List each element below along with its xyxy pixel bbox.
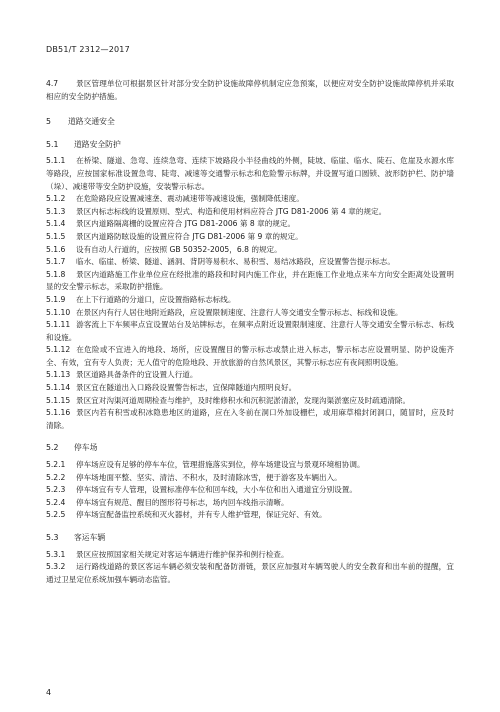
- clause-number: 5.1.1: [46, 156, 66, 166]
- subsection-number: 5.2: [46, 443, 59, 453]
- clause-item: [46, 244, 454, 257]
- clause-text: 运行路线道路的景区客运车辆必须安装和配备防滑链，景区应加强对车辆驾驶人的安全教育和出车前的提醒，宜通过卫星定位系统加强车辆动态监管。: [46, 562, 454, 584]
- clause-text: 景区应按照国家相关规定对客运车辆进行维护保养和例行检查。: [76, 549, 289, 559]
- clause-item: [46, 509, 454, 522]
- clause-text: 景区宜在隧道出入口路段设置警告标志，宜保障隧道内照明良好。: [76, 383, 297, 393]
- clause-number: 5.1.5: [46, 231, 66, 241]
- clause-number: 5.1.3: [46, 206, 66, 216]
- clause-item: [46, 256, 454, 269]
- clause-text: 在景区内有行人居住地附近路段，应设置限制速度、注意行人等交通安全警示标志、标线和设施。: [76, 307, 403, 317]
- clause-item: [46, 206, 454, 219]
- clause-item: [46, 218, 454, 231]
- clause-text: 在危险路段应设置减速垄、震动减速带等减速设施，强制降低速度。: [76, 194, 304, 204]
- clause-text: 景区内标志标线的设置原则、型式、构造和使用材料应符合 JTG D81-2006 第 4 章的规定。: [76, 206, 387, 216]
- clause-item: [46, 231, 454, 244]
- clause-item: [46, 307, 454, 320]
- clause-text: 景区内若有积雪或积冰隐患地区的道路，应在入冬前在洞口外加设栅栏，或用麻草棉封闭洞口，随冒时，应及时清除。: [46, 408, 454, 430]
- clause-list-5-1: [46, 155, 454, 432]
- clause-text: 停车场宜配备监控系统和灭火器材，并有专人维护管理，保证完好、有效。: [76, 510, 327, 520]
- clause-number: 5.2.4: [46, 497, 66, 507]
- clause-text: 停车场地面平整、坚实、清洁、不积水，及时清除冰雪，便于游客及车辆出入。: [76, 472, 342, 482]
- clause-list-5-2: [46, 459, 454, 522]
- document-body: [46, 78, 454, 586]
- clause-item: [46, 344, 454, 369]
- clause-text: 景区管理单位可根据景区针对部分安全防护设施故障停机制定应急预案，以便应对安全防护设施故障停机并采取相应的安全防护措施。: [46, 79, 454, 101]
- clause-number: 5.1.2: [46, 194, 66, 204]
- clause-number: 4.7: [46, 79, 59, 88]
- subsection-heading-5-2: [46, 442, 454, 455]
- clause-item: [46, 395, 454, 408]
- clause-text: 景区宜对沟渠河道周期检查与维护，及时维修积水和沉积泥淤清淤，发现沟渠淤塞应及时疏通清除。: [76, 395, 411, 405]
- clause-text: 景区道路具备条件的宜设置人行道。: [76, 370, 198, 380]
- clause-item: [46, 459, 454, 472]
- clause-text: 景区内道路隔离栅的设置应符合 JTG D81-2006 第 8 章的规定。: [76, 219, 296, 229]
- clause-number: 5.3.2: [46, 562, 66, 572]
- clause-number: 5.3.1: [46, 549, 66, 559]
- section-title: 道路交通安全: [68, 117, 115, 127]
- clause-item: [46, 382, 454, 395]
- subsection-number: 5.3: [46, 533, 59, 542]
- subsection-title: 道路安全防护: [74, 139, 121, 149]
- clause-number: 5.2.5: [46, 510, 66, 520]
- clause-number: 5.1.7: [46, 257, 66, 267]
- page-number: 4: [46, 688, 52, 697]
- clause-item: [46, 497, 454, 510]
- clause-item: [46, 319, 454, 344]
- subsection-heading-5-3: [46, 532, 454, 545]
- clause-item: [46, 407, 454, 432]
- clause-number: 5.1.16: [46, 408, 71, 418]
- clause-text: 在上下行道路的分道口，应设置指路标志标线。: [76, 294, 236, 304]
- clause-item: [46, 294, 454, 307]
- clause-number: 5.1.9: [46, 294, 66, 304]
- clause-number: 5.1.15: [46, 395, 71, 405]
- clause-item: [46, 484, 454, 497]
- clause-number: 5.1.10: [46, 307, 71, 317]
- clause-text: 停车场宜有专人管理，设置标准停车位和回车线，大小车位和出入通道宜分别设置。: [76, 485, 357, 495]
- section-number: 5: [46, 117, 51, 127]
- clause-item: [46, 193, 454, 206]
- clause-text: 在危险或不宜进入的地段、场所，应设置醒目的警示标志或禁止进入标志，警示标志应设置明显、防护设施齐全、有效，宜有专人负责；无人值守的危险地段、开放旅游的自然风景区，其警示标志应有夜间照明设施。: [46, 345, 454, 367]
- clause-item: [46, 369, 454, 382]
- clause-number: 5.2.3: [46, 485, 66, 495]
- clause-list-5-3: [46, 549, 454, 587]
- clause-text: 设有自动人行道的，应按照 GB 50352-2005，6.8 的规定。: [76, 244, 282, 254]
- clause-item: [46, 269, 454, 294]
- clause-number: 5.1.12: [46, 345, 71, 355]
- subsection-title: 客运车辆: [74, 533, 106, 542]
- clause-text: 景区内道路施工作业单位应在经批准的路段和时间内施工作业，并在距施工作业地点来车方向安全距离处设置明显的安全警示标志，采取防护措施。: [46, 269, 454, 292]
- clause-text: 景区内道路防眩设施的设置应符合 JTG D81-2006 第 9 章的规定。: [76, 231, 303, 241]
- clause-text: 停车场宜有规范、醒目的图形符号标志，场内回车线指示清晰。: [76, 497, 289, 507]
- clause-number: 5.1.11: [46, 320, 71, 330]
- clause-number: 5.2.2: [46, 472, 66, 482]
- doc-code: DB51/T 2312—2017: [46, 45, 130, 54]
- clause-number: 5.1.8: [46, 269, 66, 279]
- clause-item: [46, 472, 454, 485]
- clause-item: [46, 549, 454, 562]
- clause-text: 停车场应设有足够的停车车位，管理措施落实到位，停车场建设宜与景观环境相协调。: [76, 460, 365, 470]
- section-heading-5: [46, 116, 454, 129]
- clause-number: 5.2.1: [46, 460, 66, 470]
- clause-number: 5.1.14: [46, 383, 71, 393]
- clause-4-7: [46, 78, 454, 103]
- clause-number: 5.1.13: [46, 370, 71, 380]
- clause-text: 临水、临崖、桥梁、隧道、涵洞、背阴等易积水、易积雪、易结冰路段，应设置警告提示标志。: [76, 257, 395, 267]
- subsection-title: 停车场: [74, 443, 98, 453]
- clause-number: 5.1.6: [46, 244, 66, 254]
- subsection-number: 5.1: [46, 139, 59, 149]
- subsection-heading-5-1: [46, 139, 454, 152]
- clause-item: [46, 561, 454, 586]
- clause-number: 5.1.4: [46, 219, 66, 229]
- clause-text: 游客流上下车频率点宜设置站台及站牌标志，在频率点附近设置限制速度、注意行人等交通安全警示标志、标线和设施。: [46, 320, 454, 342]
- clause-text: 在桥梁、隧道、急弯、连续急弯、连续下坡路段小半径曲线的外侧，陡坡、临崖、临水、陡石、危崖及水源水库等路段，应按国家标准设置急弯、陡弯、减速等交通警示标志和危险警示标牌，并设置写道口圆锁、波形防护栏、防护墙（垛）、减速带等安全防护设施，安装警示标志。: [46, 156, 454, 191]
- clause-item: [46, 155, 454, 193]
